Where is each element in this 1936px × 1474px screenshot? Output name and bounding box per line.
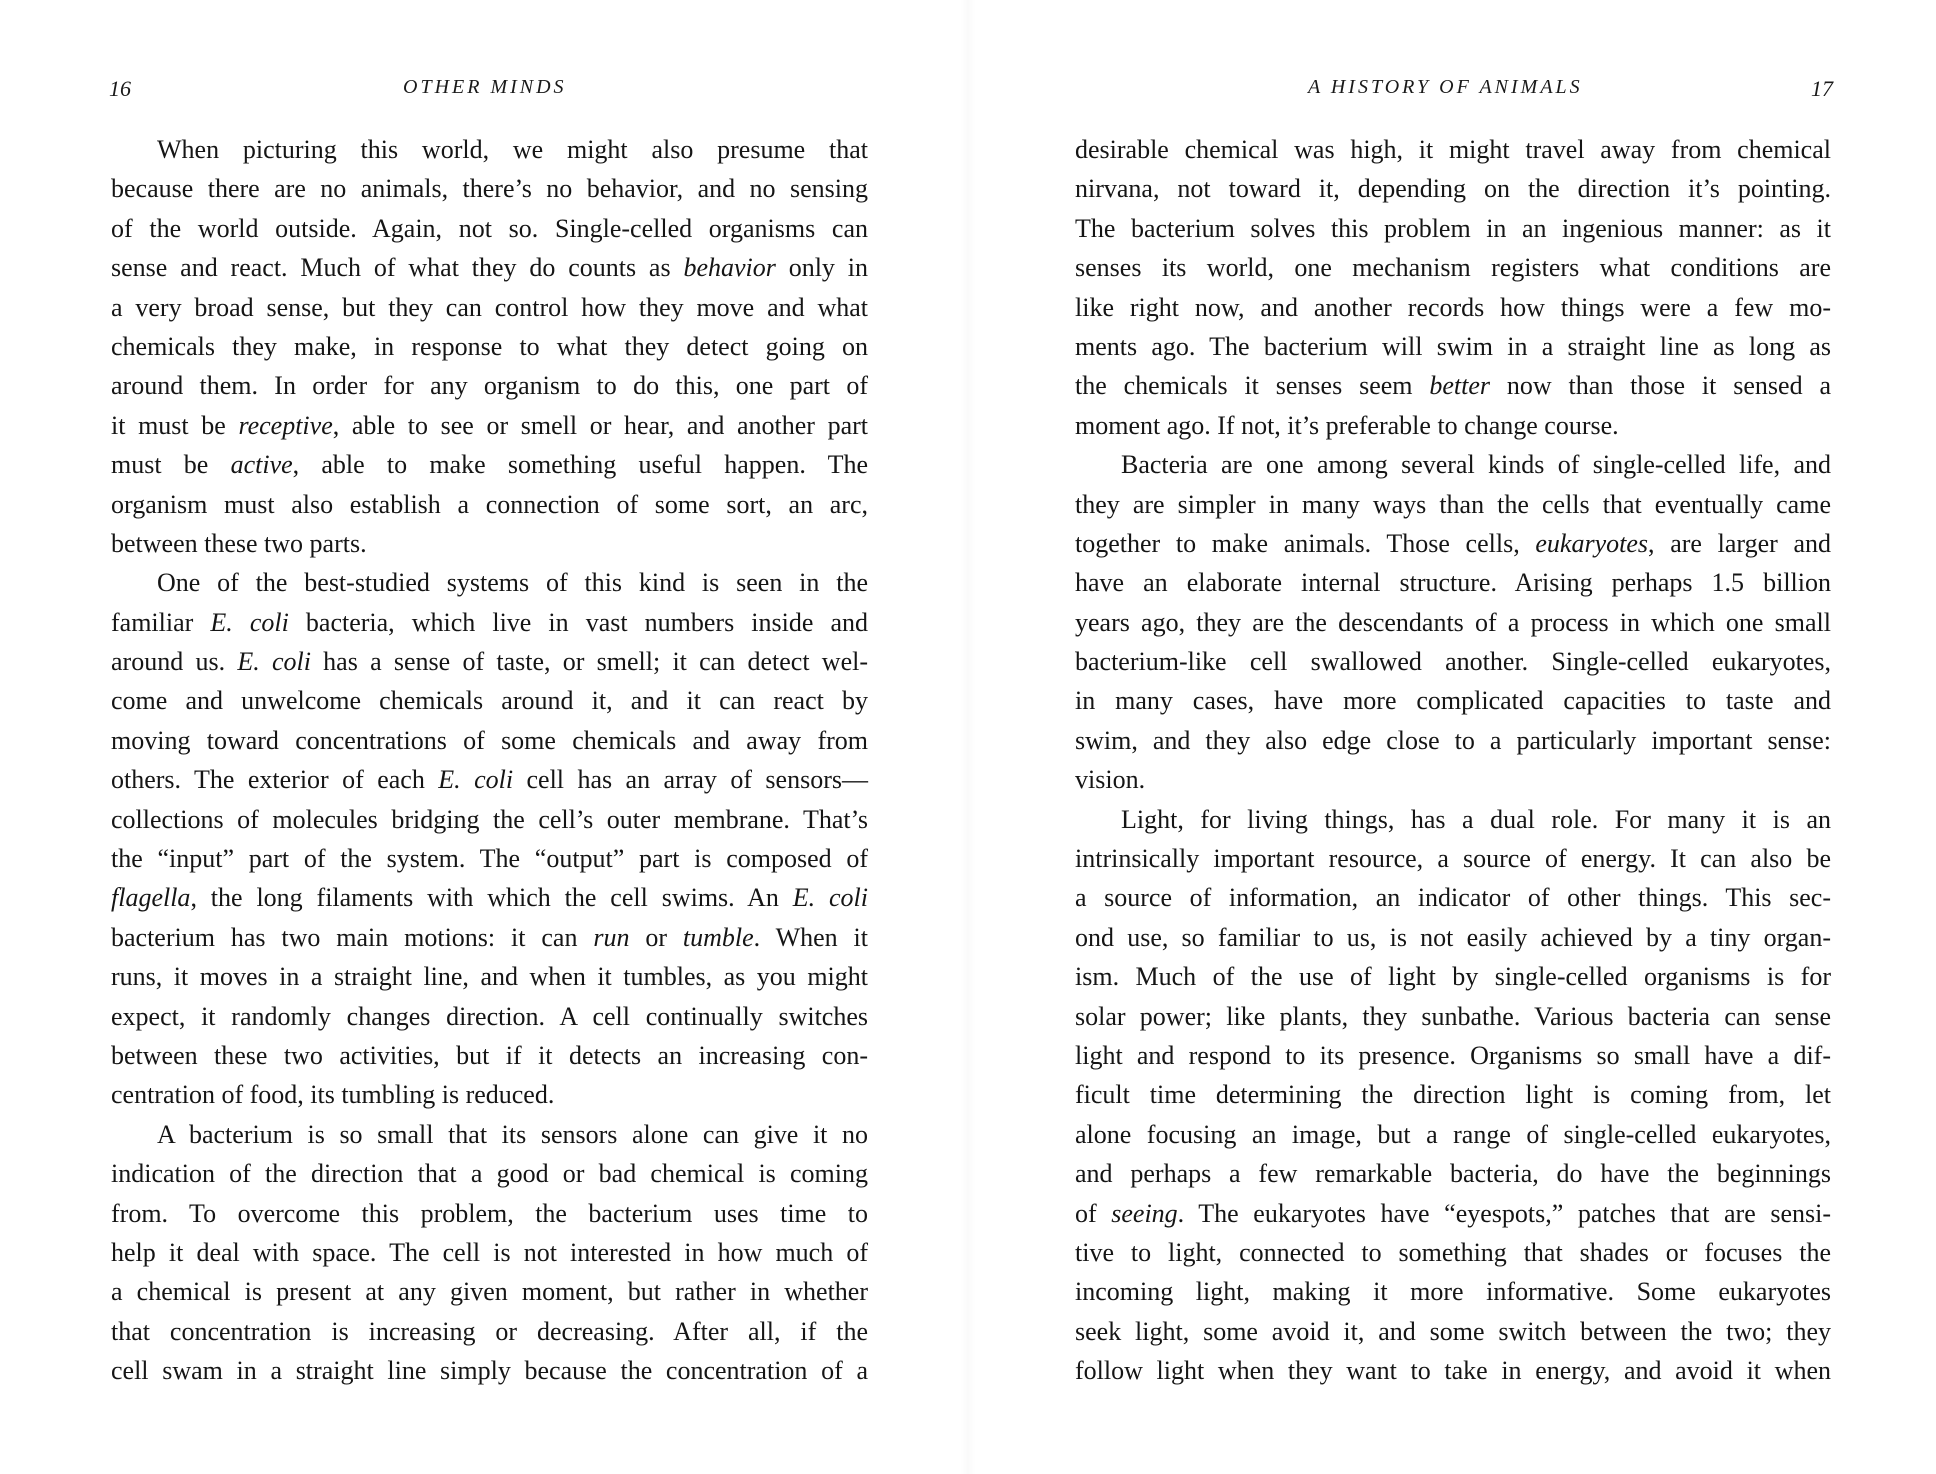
italic-text: E. coli — [438, 765, 514, 795]
text-run: tive to light, connected to something that shades or focuses the — [1075, 1237, 1831, 1267]
text-run: a very broad sense, but they can control how they move and what — [111, 292, 868, 322]
text-line — [111, 603, 868, 642]
text-run: swim, and they also edge close to a particularly important sense: — [1075, 725, 1831, 755]
text-line — [1075, 288, 1831, 327]
text-run: cell has an array of sensors— — [513, 765, 868, 795]
text-run: bacterium has two main motions: it can — [111, 922, 594, 952]
text-line — [1075, 997, 1831, 1036]
text-line — [1075, 957, 1831, 996]
right-page-body — [1075, 130, 1831, 1391]
text-run: incoming light, making it more informative. Some eukaryotes — [1075, 1277, 1831, 1307]
text-line — [111, 1351, 868, 1390]
text-run: solar power; like plants, they sunbathe. Various bacteria can sense — [1075, 1001, 1831, 1031]
text-line — [1075, 209, 1831, 248]
left-running-head: OTHER MINDS — [403, 76, 567, 98]
gutter — [960, 0, 976, 1474]
text-line — [111, 839, 868, 878]
text-line — [111, 721, 868, 760]
text-line — [1075, 1154, 1831, 1193]
text-run: bacterium-like cell swallowed another. Single-celled eukaryotes, — [1075, 647, 1831, 677]
italic-text: behavior — [683, 253, 776, 283]
text-run: senses its world, one mechanism registers what conditions are — [1075, 253, 1831, 283]
text-line — [1075, 839, 1831, 878]
text-line — [111, 524, 868, 563]
text-line — [1075, 603, 1831, 642]
text-line — [1075, 1075, 1831, 1114]
text-run: between these two activities, but if it detects an increasing con- — [111, 1040, 868, 1070]
text-run: collections of molecules bridging the cell’s outer membrane. That’s — [111, 804, 868, 834]
text-run: . The eukaryotes have “eyespots,” patches that are sensi- — [1177, 1198, 1831, 1228]
text-line — [1075, 248, 1831, 287]
text-line — [111, 563, 868, 602]
text-run: or — [629, 922, 683, 952]
text-line — [111, 957, 868, 996]
text-run: a chemical is present at any given moment, but rather in whether — [111, 1277, 868, 1307]
text-line — [1075, 642, 1831, 681]
text-run: of — [1075, 1198, 1112, 1228]
text-run: centration of food, its tumbling is reduced. — [111, 1080, 555, 1110]
text-run: because there are no animals, there’s no behavior, and no sensing — [111, 174, 868, 204]
text-run: like right now, and another records how things were a few mo- — [1075, 292, 1831, 322]
text-line — [1075, 1233, 1831, 1272]
text-line — [1075, 878, 1831, 917]
text-line — [1075, 485, 1831, 524]
text-run: around them. In order for any organism to do this, one part of — [111, 371, 868, 401]
text-run: a source of information, an indicator of other things. This sec- — [1075, 883, 1831, 913]
text-line — [111, 1075, 868, 1114]
text-line — [1075, 681, 1831, 720]
text-run: cell swam in a straight line simply because the concentration of a — [111, 1356, 868, 1386]
text-run: in many cases, have more complicated capacities to taste and — [1075, 686, 1831, 716]
text-run: desirable chemical was high, it might travel away from chemical — [1075, 135, 1831, 164]
text-line — [111, 406, 868, 445]
italic-text: active — [230, 450, 293, 480]
text-line — [1075, 130, 1831, 169]
left-page-number: 16 — [109, 76, 131, 101]
left-page-body — [111, 130, 868, 1391]
text-run: ond use, so familiar to us, is not easily achieved by a tiny organ- — [1075, 922, 1831, 952]
text-run: , able to see or smell or hear, and another part — [332, 410, 868, 440]
italic-text: seeing — [1111, 1198, 1178, 1228]
text-line — [1075, 1194, 1831, 1233]
text-line — [111, 248, 868, 287]
text-line — [111, 1272, 868, 1311]
text-line — [111, 1036, 868, 1075]
italic-text: better — [1429, 371, 1491, 401]
text-line — [1075, 918, 1831, 957]
text-run: indication of the direction that a good or bad chemical is coming — [111, 1159, 868, 1189]
italic-text: E. coli — [210, 607, 289, 637]
text-run: from. To overcome this problem, the bacterium uses time to — [111, 1198, 868, 1228]
left-page-header — [111, 76, 868, 106]
text-run: nirvana, not toward it, depending on the direction it’s pointing. — [1075, 174, 1831, 204]
text-run: organism must also establish a connection of some sort, an arc, — [111, 489, 868, 519]
text-run: and perhaps a few remarkable bacteria, do have the beginnings — [1075, 1159, 1831, 1189]
right-page-number: 17 — [1811, 76, 1833, 101]
text-run: moment ago. If not, it’s preferable to change course. — [1075, 410, 1619, 440]
text-run: they are simpler in many ways than the cells that eventually came — [1075, 489, 1831, 519]
text-line — [111, 681, 868, 720]
italic-text: E. coli — [792, 883, 868, 913]
text-line — [111, 130, 868, 169]
text-line — [1075, 1312, 1831, 1351]
text-run: moving toward concentrations of some chemicals and away from — [111, 725, 868, 755]
text-line — [111, 800, 868, 839]
text-run: One of the best-studied systems of this kind is seen in the — [157, 568, 868, 598]
text-line — [1075, 1115, 1831, 1154]
text-run: , are larger and — [1648, 528, 1831, 558]
text-run: help it deal with space. The cell is not interested in how much of — [111, 1237, 868, 1267]
text-line — [1075, 327, 1831, 366]
italic-text: tumble — [682, 922, 754, 952]
text-run: alone focusing an image, but a range of single-celled eukaryotes, — [1075, 1119, 1831, 1149]
text-run: others. The exterior of each — [111, 765, 439, 795]
text-run: chemicals they make, in response to what they detect going on — [111, 331, 868, 361]
text-run: of the world outside. Again, not so. Single-celled organisms can — [111, 213, 868, 243]
text-run: The bacterium solves this problem in an ingenious manner: as it — [1075, 213, 1831, 243]
text-run: , the long filaments with which the cell swims. An — [190, 883, 793, 913]
text-line — [1075, 563, 1831, 602]
text-run: sense and react. Much of what they do counts as — [111, 253, 684, 283]
text-run: between these two parts. — [111, 528, 367, 558]
text-line — [1075, 524, 1831, 563]
text-line — [111, 366, 868, 405]
text-run: ism. Much of the use of light by single-celled organisms is for — [1075, 962, 1831, 992]
text-line — [111, 485, 868, 524]
italic-text: flagella — [111, 883, 191, 913]
text-run: it must be — [111, 410, 239, 440]
text-run: that concentration is increasing or decreasing. After all, if the — [111, 1316, 868, 1346]
text-line — [111, 997, 868, 1036]
text-line — [111, 1312, 868, 1351]
text-line — [1075, 800, 1831, 839]
text-run: around us. — [111, 647, 238, 677]
text-run: have an elaborate internal structure. Arising perhaps 1.5 billion — [1075, 568, 1831, 598]
text-line — [111, 918, 868, 957]
text-line — [111, 760, 868, 799]
text-line — [111, 327, 868, 366]
text-line — [1075, 760, 1831, 799]
text-line — [111, 1154, 868, 1193]
right-running-head: A HISTORY OF ANIMALS — [1308, 76, 1583, 98]
text-line — [111, 1194, 868, 1233]
text-run: vision. — [1075, 765, 1146, 795]
italic-text: E. coli — [237, 647, 311, 677]
text-run: seek light, some avoid it, and some switch between the two; they — [1075, 1316, 1831, 1346]
text-line — [1075, 169, 1831, 208]
text-run: ments ago. The bacterium will swim in a straight line as long as — [1075, 331, 1831, 361]
text-run: . When it — [753, 922, 868, 952]
text-line — [1075, 1351, 1831, 1390]
text-line — [1075, 406, 1831, 445]
text-run: ficult time determining the direction light is coming from, let — [1075, 1080, 1831, 1110]
text-run: Bacteria are one among several kinds of single-celled life, and — [1121, 450, 1831, 480]
text-line — [111, 209, 868, 248]
text-line — [111, 878, 868, 917]
text-run: years ago, they are the descendants of a process in which one small — [1075, 607, 1831, 637]
text-line — [1075, 1036, 1831, 1075]
text-run: together to make animals. Those cells, — [1075, 528, 1536, 558]
text-run: expect, it randomly changes direction. A cell continually switches — [111, 1001, 868, 1031]
text-line — [1075, 366, 1831, 405]
text-run: must be — [111, 450, 231, 480]
right-page-header — [1075, 76, 1831, 106]
text-line — [111, 288, 868, 327]
text-line — [1075, 721, 1831, 760]
text-line — [111, 169, 868, 208]
text-run: come and unwelcome chemicals around it, and it can react by — [111, 686, 868, 716]
text-run: bacteria, which live in vast numbers inside and — [288, 607, 868, 637]
text-run: now than those it sensed a — [1490, 371, 1831, 401]
text-run: , able to make something useful happen. The — [292, 450, 869, 480]
text-run: familiar — [111, 607, 211, 637]
text-run: the “input” part of the system. The “output” part is composed of — [111, 844, 868, 874]
text-line — [1075, 1272, 1831, 1311]
text-run: A bacterium is so small that its sensors alone can give it no — [157, 1119, 868, 1149]
text-line — [111, 1233, 868, 1272]
text-line — [111, 445, 868, 484]
italic-text: eukaryotes — [1535, 528, 1649, 558]
text-line — [111, 642, 868, 681]
text-run: When picturing this world, we might also presume that — [157, 135, 868, 164]
text-run: light and respond to its presence. Organisms so small have a dif- — [1075, 1040, 1831, 1070]
text-run: intrinsically important resource, a source of energy. It can also be — [1075, 844, 1831, 874]
text-run: has a sense of taste, or smell; it can detect wel- — [310, 647, 868, 677]
text-run: follow light when they want to take in energy, and avoid it when — [1075, 1356, 1831, 1386]
text-line — [1075, 445, 1831, 484]
text-line — [111, 1115, 868, 1154]
text-run: Light, for living things, has a dual role. For many it is an — [1121, 804, 1831, 834]
text-run: runs, it moves in a straight line, and when it tumbles, as you might — [111, 962, 868, 992]
italic-text: run — [593, 922, 630, 952]
italic-text: receptive — [238, 410, 333, 440]
text-run: the chemicals it senses seem — [1075, 371, 1430, 401]
text-run: only in — [775, 253, 868, 283]
